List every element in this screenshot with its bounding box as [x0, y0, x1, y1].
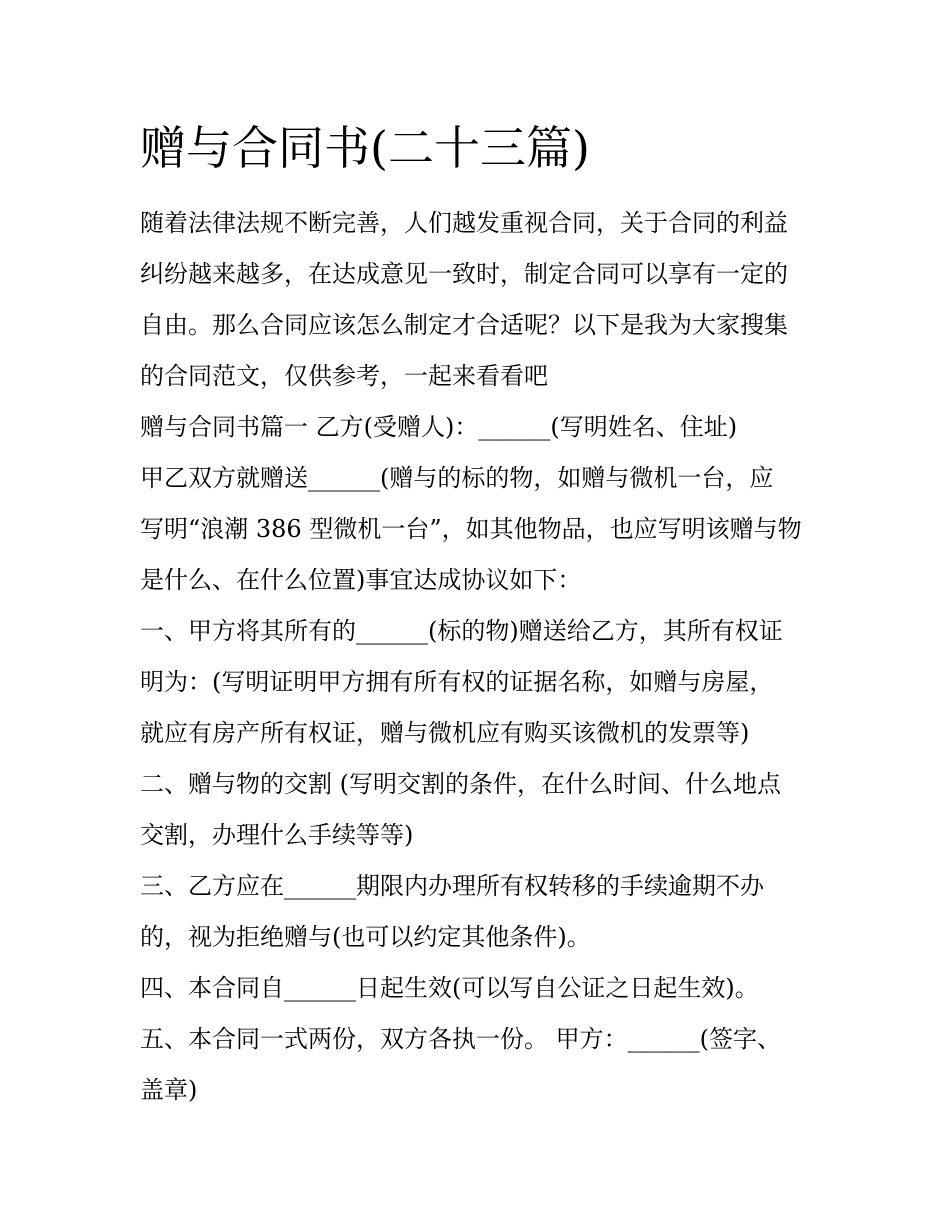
body-line: 五、本合同一式两份，双方各执一份。 甲方：______(签字、: [140, 1025, 781, 1053]
body-line: 的合同范文，仅供参考，一起来看看吧: [140, 362, 548, 390]
body-line: 盖章): [140, 1076, 198, 1104]
body-line: 明为：(写明证明甲方拥有所有权的证据名称，如赠与房屋，: [140, 668, 774, 696]
body-line: 甲乙双方就赠送______(赠与的标的物，如赠与微机一台，应: [140, 464, 774, 492]
body-line: 的，视为拒绝赠与(也可以约定其他条件)。: [140, 923, 591, 951]
body-line: 纠纷越来越多，在达成意见一致时，制定合同可以享有一定的: [140, 260, 788, 288]
body-line: 赠与合同书篇一 乙方(受赠人)：______(写明姓名、住址): [140, 413, 738, 441]
document-title: 赠与合同书(二十三篇): [140, 121, 590, 175]
body-line: 就应有房产所有权证，赠与微机应有购买该微机的发票等): [140, 719, 750, 747]
body-line: 随着法律法规不断完善，人们越发重视合同，关于合同的利益: [140, 209, 788, 237]
document-body: [140, 198, 820, 1116]
body-line: 交割，办理什么手续等等): [140, 821, 414, 849]
body-line: 写明“浪潮 386 型微机一台”，如其他物品，也应写明该赠与物: [140, 515, 802, 543]
body-line: 是什么、在什么位置)事宜达成协议如下：: [140, 566, 582, 594]
body-line: 自由。那么合同应该怎么制定才合适呢？以下是我为大家搜集: [140, 311, 788, 339]
body-line: 三、乙方应在______期限内办理所有权转移的手续逾期不办: [140, 872, 764, 900]
body-line: 二、赠与物的交割 (写明交割的条件，在什么时间、什么地点: [140, 770, 781, 798]
body-line: 一、甲方将其所有的______(标的物)赠送给乙方，其所有权证: [140, 617, 783, 645]
body-line: 四、本合同自______日起生效(可以写自公证之日起生效)。: [140, 974, 759, 1002]
